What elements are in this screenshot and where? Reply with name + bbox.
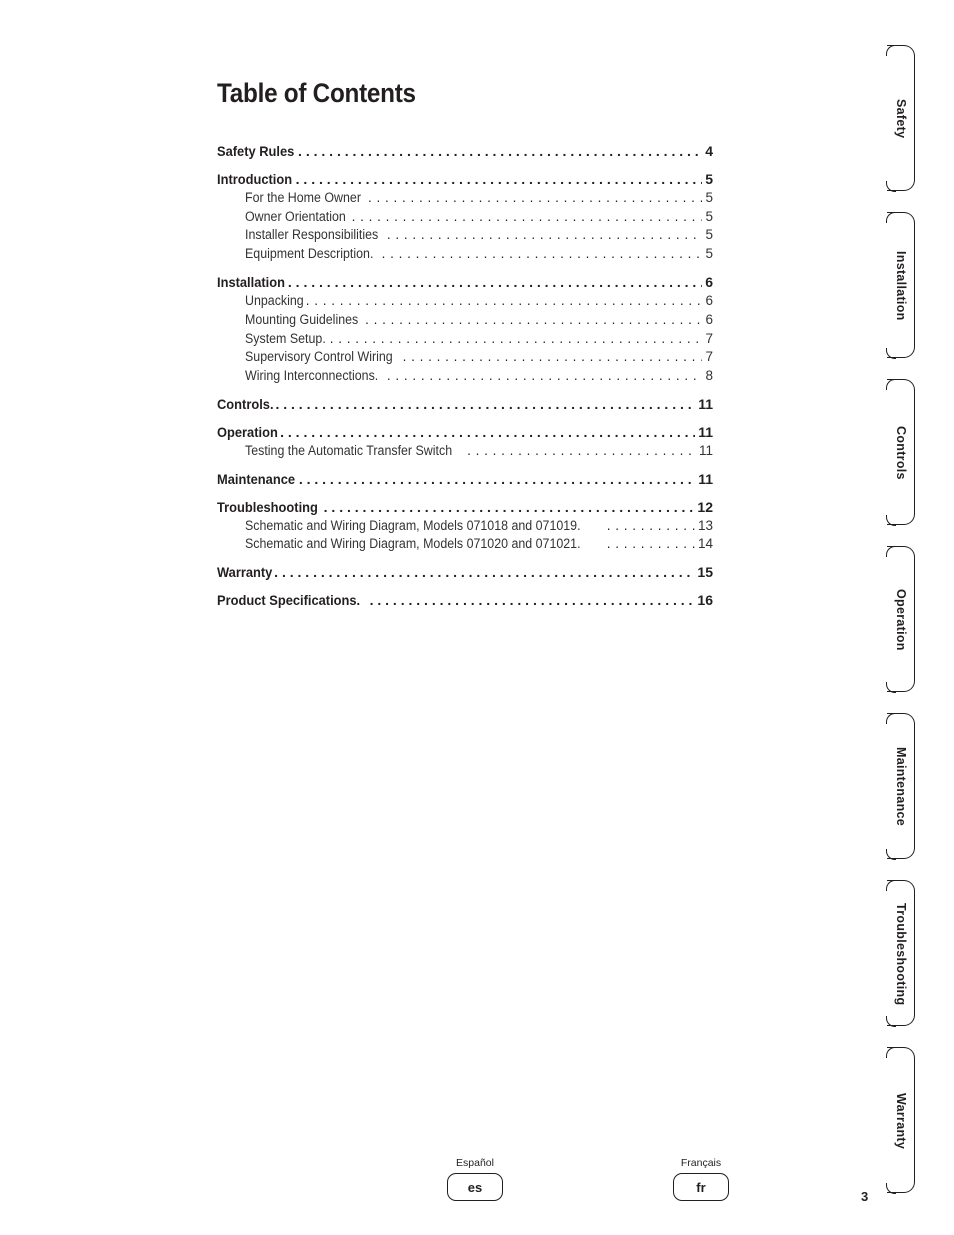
toc-dot-leader bbox=[370, 592, 695, 608]
toc-entry[interactable] bbox=[217, 592, 713, 611]
toc-entry-label: System Setup. bbox=[245, 330, 326, 346]
toc-entry-label: For the Home Owner bbox=[245, 189, 361, 205]
toc-page-number: 5 bbox=[705, 246, 713, 262]
french-language-button[interactable]: fr bbox=[673, 1173, 729, 1201]
toc-dot-leader bbox=[330, 331, 703, 346]
toc-entry[interactable] bbox=[217, 499, 713, 518]
toc-page-number: 5 bbox=[705, 189, 713, 205]
toc-dot-leader bbox=[306, 293, 703, 308]
toc-entry-label: Testing the Automatic Transfer Switch bbox=[245, 442, 453, 458]
tab-label: Maintenance bbox=[894, 747, 908, 827]
toc-page-number: 4 bbox=[705, 143, 713, 159]
toc-page-number: 11 bbox=[698, 396, 713, 413]
toc-page-number: 6 bbox=[705, 311, 713, 327]
toc-entry[interactable] bbox=[217, 396, 713, 415]
language-french bbox=[668, 1157, 734, 1201]
toc-entry-label: Wiring Interconnections. bbox=[245, 368, 379, 384]
page-number: 3 bbox=[861, 1189, 869, 1204]
tab-maintenance[interactable] bbox=[887, 713, 915, 859]
toc-page-number: 13 bbox=[697, 517, 713, 533]
tab-label: Installation bbox=[894, 251, 908, 321]
toc-dot-leader bbox=[288, 274, 702, 290]
tab-installation[interactable] bbox=[887, 212, 915, 358]
toc-entry[interactable] bbox=[217, 443, 713, 462]
tab-label: Controls bbox=[894, 426, 908, 480]
toc-dot-leader bbox=[352, 209, 703, 224]
toc-page-number: 5 bbox=[705, 227, 713, 243]
toc-entry[interactable] bbox=[217, 312, 713, 331]
table-of-contents bbox=[217, 143, 713, 611]
toc-dot-leader bbox=[324, 499, 695, 515]
toc-entry[interactable] bbox=[217, 368, 713, 387]
toc-entry[interactable] bbox=[217, 564, 713, 583]
toc-entry[interactable] bbox=[217, 227, 713, 246]
tab-label: Troubleshooting bbox=[894, 902, 908, 1006]
toc-entry-label: Schematic and Wiring Diagram, Models 071018 and 071019. bbox=[245, 517, 581, 533]
language-spanish bbox=[442, 1157, 508, 1201]
tab-label: Operation bbox=[894, 589, 908, 651]
toc-entry[interactable] bbox=[217, 274, 713, 293]
tab-operation[interactable] bbox=[887, 546, 915, 692]
toc-page-number: 8 bbox=[705, 368, 713, 384]
page-title: Table of Contents bbox=[217, 78, 416, 108]
spanish-language-button[interactable]: es bbox=[447, 1173, 503, 1201]
toc-entry[interactable] bbox=[217, 331, 713, 350]
toc-entry-label: Maintenance bbox=[217, 470, 296, 487]
toc-entry-label: Installation bbox=[217, 274, 285, 291]
toc-dot-leader bbox=[607, 536, 695, 551]
toc-page-number: 11 bbox=[698, 470, 713, 487]
toc-entry-label: Controls. bbox=[217, 396, 274, 413]
toc-entry-label: Equipment Description. bbox=[245, 246, 374, 262]
toc-entry[interactable] bbox=[217, 471, 713, 490]
toc-page-number: 6 bbox=[705, 274, 713, 291]
toc-page-number: 11 bbox=[698, 424, 713, 441]
toc-entry[interactable] bbox=[217, 190, 713, 209]
toc-entry-label: Operation bbox=[217, 424, 278, 441]
toc-dot-leader bbox=[274, 564, 694, 580]
toc-entry-label: Mounting Guidelines bbox=[245, 311, 359, 327]
toc-entry[interactable] bbox=[217, 293, 713, 312]
tab-safety[interactable] bbox=[887, 45, 915, 191]
language-caption: Español bbox=[456, 1157, 494, 1169]
toc-page-number: 7 bbox=[705, 349, 713, 365]
toc-page-number: 5 bbox=[705, 208, 713, 224]
toc-entry[interactable] bbox=[217, 246, 713, 265]
toc-entry-label: Supervisory Control Wiring bbox=[245, 349, 393, 365]
toc-entry-label: Schematic and Wiring Diagram, Models 071020 and 071021. bbox=[245, 536, 581, 552]
toc-entry[interactable] bbox=[217, 349, 713, 368]
tab-label: Safety bbox=[894, 99, 908, 139]
toc-entry[interactable] bbox=[217, 143, 713, 162]
toc-page-number: 16 bbox=[697, 592, 713, 609]
toc-page-number: 14 bbox=[697, 536, 713, 552]
toc-entry[interactable] bbox=[217, 171, 713, 190]
tab-label: Warranty bbox=[894, 1092, 908, 1150]
toc-dot-leader bbox=[299, 471, 695, 487]
toc-entry-label: Troubleshooting bbox=[217, 498, 318, 515]
toc-page-number: 6 bbox=[705, 292, 713, 308]
toc-dot-leader bbox=[467, 443, 696, 458]
toc-dot-leader bbox=[275, 396, 695, 412]
toc-dot-leader bbox=[607, 518, 695, 533]
toc-dot-leader bbox=[403, 349, 703, 364]
toc-entry[interactable] bbox=[217, 424, 713, 443]
toc-page-number: 11 bbox=[698, 442, 713, 458]
toc-dot-leader bbox=[280, 424, 695, 440]
toc-page-number: 12 bbox=[697, 498, 713, 515]
toc-entry-label: Safety Rules bbox=[217, 143, 295, 159]
toc-entry-label: Product Specifications. bbox=[217, 592, 361, 609]
toc-dot-leader bbox=[387, 227, 703, 242]
toc-dot-leader bbox=[365, 312, 702, 327]
tab-troubleshooting[interactable] bbox=[887, 880, 915, 1026]
toc-entry[interactable] bbox=[217, 536, 713, 555]
toc-entry-label: Owner Orientation bbox=[245, 208, 346, 224]
toc-page-number: 5 bbox=[705, 170, 713, 187]
toc-entry[interactable] bbox=[217, 209, 713, 228]
toc-entry-label: Introduction bbox=[217, 170, 293, 187]
toc-dot-leader bbox=[298, 143, 702, 159]
tab-controls[interactable] bbox=[887, 379, 915, 525]
tab-warranty[interactable] bbox=[887, 1047, 915, 1193]
toc-entry-label: Installer Responsibilities bbox=[245, 227, 379, 243]
toc-dot-leader bbox=[296, 171, 703, 187]
language-caption: Français bbox=[680, 1157, 722, 1169]
toc-page-number: 7 bbox=[705, 330, 713, 346]
toc-entry-label: Warranty bbox=[217, 564, 273, 581]
toc-page-number: 15 bbox=[697, 564, 713, 581]
toc-dot-leader bbox=[382, 246, 703, 261]
toc-entry-label: Unpacking bbox=[245, 292, 304, 308]
toc-dot-leader bbox=[368, 190, 702, 205]
toc-entry[interactable] bbox=[217, 518, 713, 537]
toc-dot-leader bbox=[387, 368, 703, 383]
